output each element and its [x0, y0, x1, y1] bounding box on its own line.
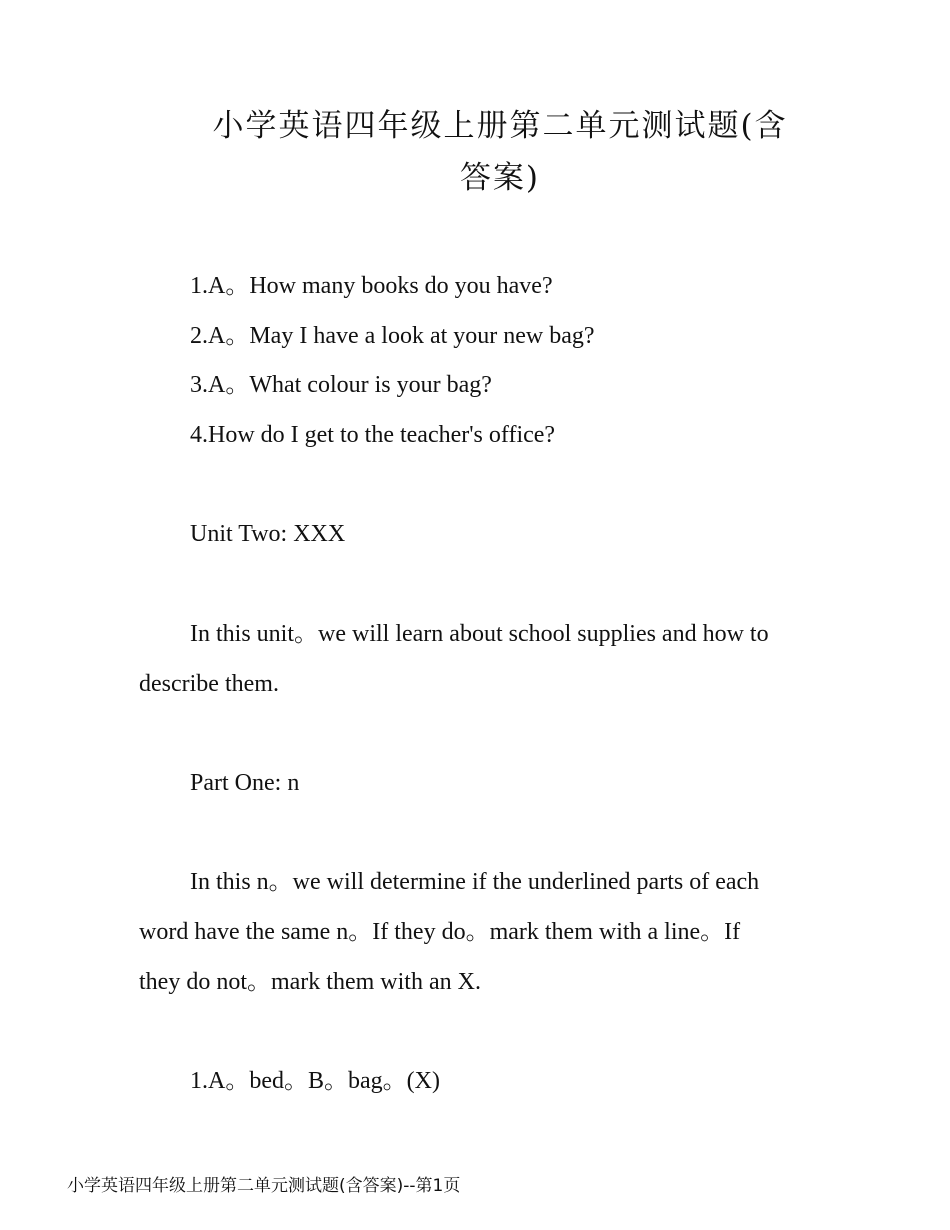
title-line-1: 小学英语四年级上册第二单元测试题(含	[212, 108, 788, 144]
unit-heading: Unit Two: XXX	[190, 521, 346, 547]
title-line-2: 答案)	[459, 160, 541, 196]
page-footer: 小学英语四年级上册第二单元测试题(含答案)--第1页	[67, 1176, 461, 1196]
document-title	[150, 100, 850, 204]
part-heading: Part One: n	[190, 770, 300, 796]
question-4: 4.How do I get to the teacher's office?	[190, 422, 556, 448]
instructions-line-1: In this n。we will determine if the underlined parts of each	[190, 869, 760, 895]
instructions-line-2: word have the same n。If they do。mark them with a line。If	[139, 919, 741, 945]
intro-line-2: describe them.	[139, 671, 279, 697]
intro-line-1: In this unit。we will learn about school supplies and how to	[190, 621, 769, 647]
question-1: 1.A。How many books do you have?	[190, 273, 553, 299]
exercise-item-1: 1.A。bed。B。bag。(X)	[190, 1068, 440, 1094]
question-2: 2.A。May I have a look at your new bag?	[190, 323, 595, 349]
question-3: 3.A。What colour is your bag?	[190, 372, 492, 398]
instructions-line-3: they do not。mark them with an X.	[139, 969, 481, 995]
